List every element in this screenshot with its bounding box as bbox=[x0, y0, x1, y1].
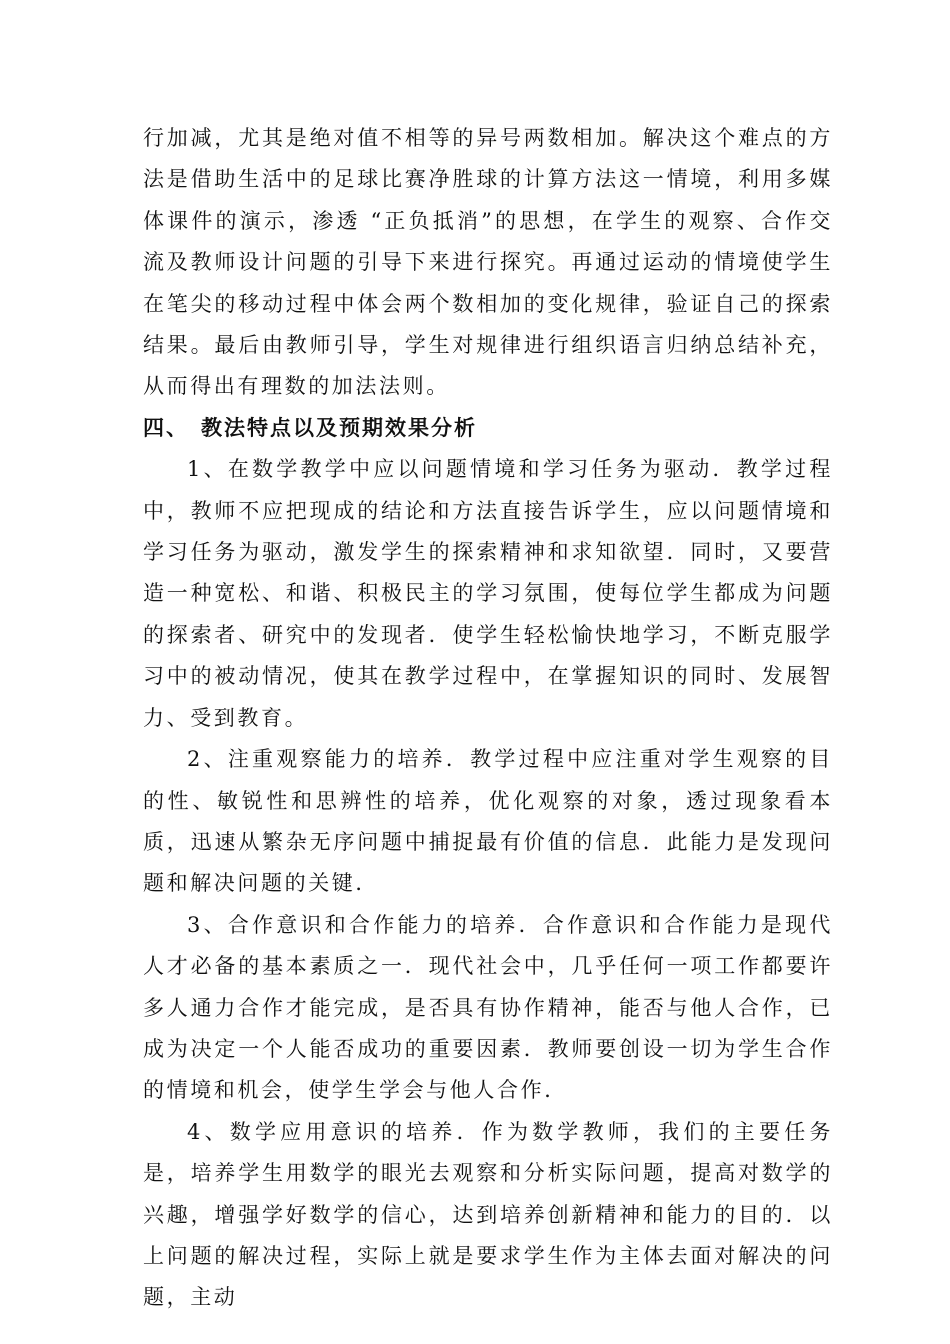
document-body bbox=[143, 118, 833, 1319]
point-paragraph-2: 2、注重观察能力的培养．教学过程中应注重对学生观察的目的性、敏锐性和思辨性的培养，优化观察的对象，透过现象看本质，迅速从繁杂无序问题中捕捉最有价值的信息．此能力是发现问题和解决问题的关键． bbox=[143, 747, 833, 896]
point-paragraph-3: 3、合作意识和合作能力的培养．合作意识和合作能力是现代人才必备的基本素质之一．现代社会中，几乎任何一项工作都要许多人通力合作才能完成，是否具有协作精神，能否与他人合作，已成为决定一个人能否成功的重要因素．教师要创设一切为学生合作的情境和机会，使学生学会与他人合作． bbox=[143, 912, 833, 1103]
section-heading bbox=[143, 408, 833, 449]
point-paragraph-1: 1、在数学教学中应以问题情境和学习任务为驱动．教学过程中，教师不应把现成的结论和方法直接告诉学生，应以问题情境和学习任务为驱动，激发学生的探索精神和求知欲望．同时，又要营造一种宽松、和谐、积极民主的学习氛围，使每位学生都成为问题的探索者、研究中的发现者．使学生轻松愉快地学习，不断克服学习中的被动情况，使其在教学过程中，在掌握知识的同时、发展智力、受到教育。 bbox=[143, 457, 833, 730]
body-paragraph: 行加减，尤其是绝对值不相等的异号两数相加。解决这个难点的方法是借助生活中的足球比赛净胜球的计算方法这一情境，利用多媒体课件的演示，渗透 “正负抵消”的思想，在学生的观察、合作交流及教师设计问题的引导下来进行探究。再通过运动的情境使学生在笔尖的移动过程中体会两个数相加的变化规律，验证自己的探索结果。最后由教师引导，学生对规律进行组织语言归纳总结补充，从而得出有理数的加法法则。 bbox=[143, 126, 833, 399]
section-number: 四、 bbox=[143, 415, 189, 440]
section-title: 教法特点以及预期效果分析 bbox=[201, 415, 477, 440]
point-paragraph-4: 4、数学应用意识的培养．作为数学教师，我们的主要任务是，培养学生用数学的眼光去观察和分析实际问题，提高对数学的兴趣，增强学好数学的信心，达到培养创新精神和能力的目的．以上问题的解决过程，实际上就是要求学生作为主体去面对解决的问题，主动 bbox=[143, 1119, 833, 1310]
